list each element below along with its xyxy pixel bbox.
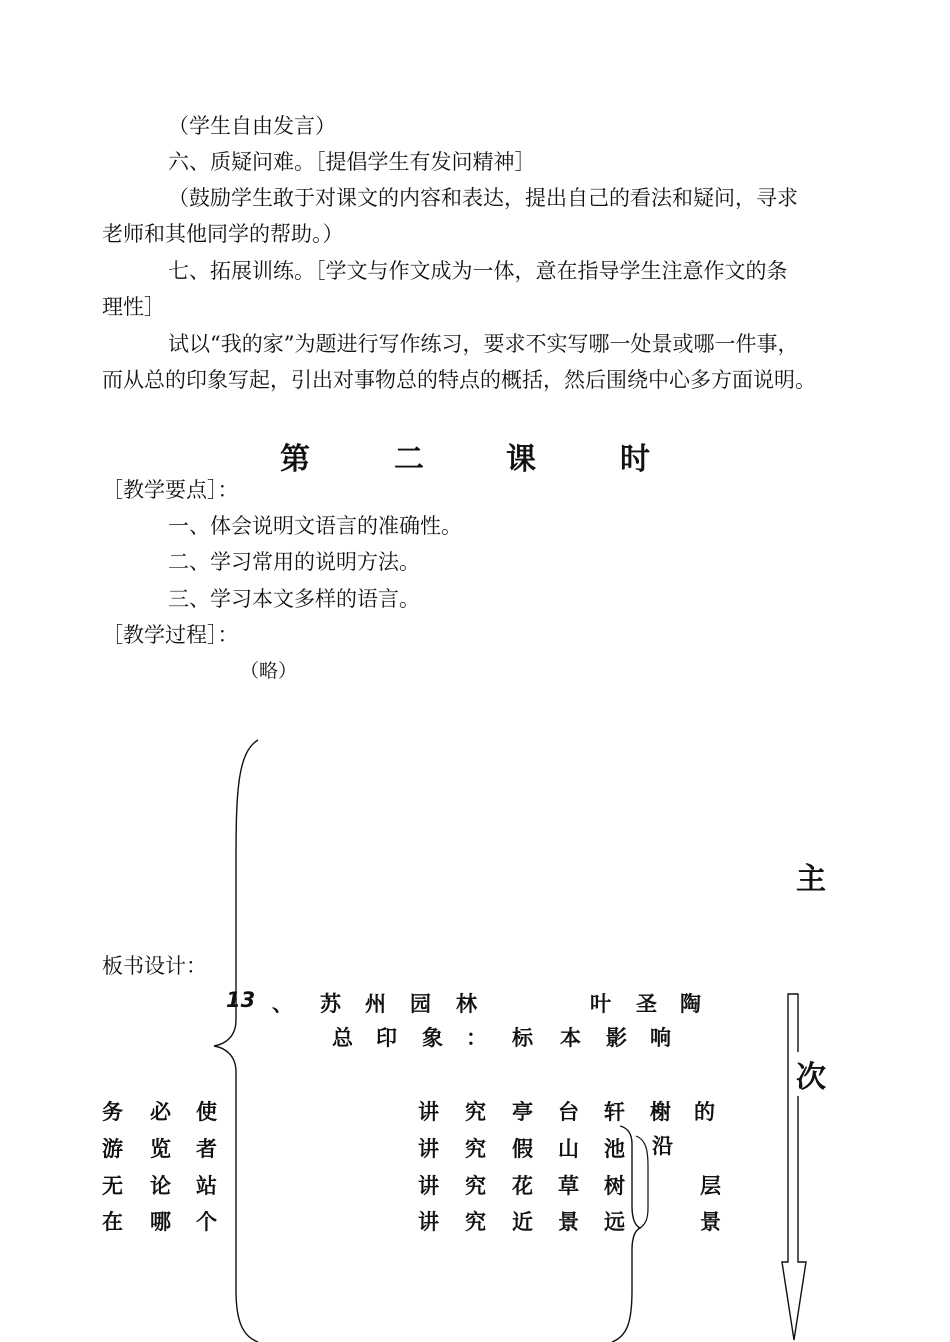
board-partial-char: 沿 (652, 1134, 673, 1158)
title-char: 课 (506, 442, 536, 477)
board-mid-char: 讲 (418, 1174, 439, 1198)
exercise-line1: 试以“我的家”为题进行写作练习，要求不实写哪一处景或哪一件事， (168, 332, 799, 356)
board-left-char: 者 (196, 1137, 217, 1161)
board-impression-char: 象 (422, 1026, 443, 1050)
board-title-char: 林 (456, 992, 477, 1016)
board-left-char: 游 (102, 1137, 123, 1161)
exercise-line2: 而从总的印象写起，引出对事物总的特点的概括，然后围绕中心多方面说明。 (102, 368, 816, 392)
board-left-char: 哪 (150, 1210, 171, 1234)
board-author-char: 叶 (590, 992, 611, 1016)
board-author-char: 圣 (636, 992, 657, 1016)
board-mid-char: 究 (465, 1100, 486, 1124)
down-arrow-icon (782, 994, 806, 1340)
board-impression-char: 总 (332, 1026, 353, 1050)
title-char: 时 (620, 442, 650, 477)
step-seven-heading-line2: 理性］ (102, 295, 165, 319)
board-impression-char: 标 (512, 1026, 533, 1050)
board-impression-char: 本 (560, 1026, 581, 1050)
board-left-char: 务 (102, 1100, 123, 1124)
board-left-char: 无 (102, 1174, 123, 1198)
board-title-number: 13 (226, 988, 256, 1012)
board-impression-char: 印 (376, 1026, 397, 1050)
board-mid-char: 究 (465, 1174, 486, 1198)
board-partial-char: 景 (700, 1210, 721, 1234)
step-seven-heading-line1: 七、拓展训练。［学文与作文成为一体，意在指导学生注意作文的条 (168, 259, 788, 283)
board-mid-char: 台 (558, 1100, 579, 1124)
step-six-description-line1: （鼓励学生敢于对课文的内容和表达，提出自己的看法和疑问，寻求 (168, 186, 798, 210)
board-mid-char: 亭 (512, 1100, 533, 1124)
key-point-3: 三、学习本文多样的语言。 (168, 587, 420, 611)
board-title-char: 、 (272, 992, 293, 1016)
board-mid-char: 假 (512, 1137, 533, 1161)
step-six-description-line2: 老师和其他同学的帮助。） (102, 222, 344, 246)
board-mid-char: 景 (558, 1210, 579, 1234)
board-left-char: 站 (196, 1174, 217, 1198)
board-side-char-secondary: 次 (796, 1052, 826, 1096)
board-mid-char: 讲 (418, 1137, 439, 1161)
board-design-label: 板书设计： (102, 954, 207, 978)
board-mid-char: 树 (604, 1174, 625, 1198)
board-mid-char: 山 (558, 1137, 579, 1161)
board-mid-char: 究 (465, 1137, 486, 1161)
board-mid-char: 讲 (418, 1210, 439, 1234)
board-mid-char: 的 (694, 1100, 715, 1124)
board-left-char: 必 (150, 1100, 171, 1124)
board-mid-char: 草 (558, 1174, 579, 1198)
board-impression-char: ： (466, 1026, 487, 1050)
board-mid-char: 池 (604, 1137, 625, 1161)
board-left-char: 在 (102, 1210, 123, 1234)
process-omitted-note: （略） (240, 660, 298, 682)
board-mid-char: 究 (465, 1210, 486, 1234)
key-points-label: ［教学要点］： (102, 478, 239, 502)
board-author-char: 陶 (680, 992, 701, 1016)
board-impression-char: 影 (606, 1026, 627, 1050)
board-title-char: 苏 (320, 992, 341, 1016)
left-curly-brace (214, 740, 258, 1342)
board-mid-char: 讲 (418, 1100, 439, 1124)
board-mid-char: 近 (512, 1210, 533, 1234)
key-point-2: 二、学习常用的说明方法。 (168, 550, 420, 574)
inner-brace (636, 1136, 648, 1228)
board-left-char: 使 (196, 1100, 217, 1124)
title-char: 二 (394, 442, 424, 477)
board-title-char: 园 (410, 992, 431, 1016)
board-impression-char: 响 (650, 1026, 671, 1050)
board-partial-char: 层 (700, 1174, 721, 1198)
board-mid-char: 花 (512, 1174, 533, 1198)
process-label: ［教学过程］： (102, 623, 239, 647)
board-left-char: 览 (150, 1137, 171, 1161)
board-mid-char: 轩 (604, 1100, 625, 1124)
board-title-char: 州 (365, 992, 386, 1016)
board-mid-char: 远 (604, 1210, 625, 1234)
key-point-1: 一、体会说明文语言的准确性。 (168, 514, 462, 538)
board-left-char: 个 (196, 1210, 217, 1234)
title-char: 第 (280, 442, 310, 477)
free-speech-note: （学生自由发言） (168, 114, 336, 138)
step-six-heading: 六、质疑问难。［提倡学生有发问精神］ (168, 150, 536, 174)
board-left-char: 论 (150, 1174, 171, 1198)
board-side-char-primary: 主 (796, 862, 826, 897)
board-mid-char: 榭 (650, 1100, 671, 1124)
